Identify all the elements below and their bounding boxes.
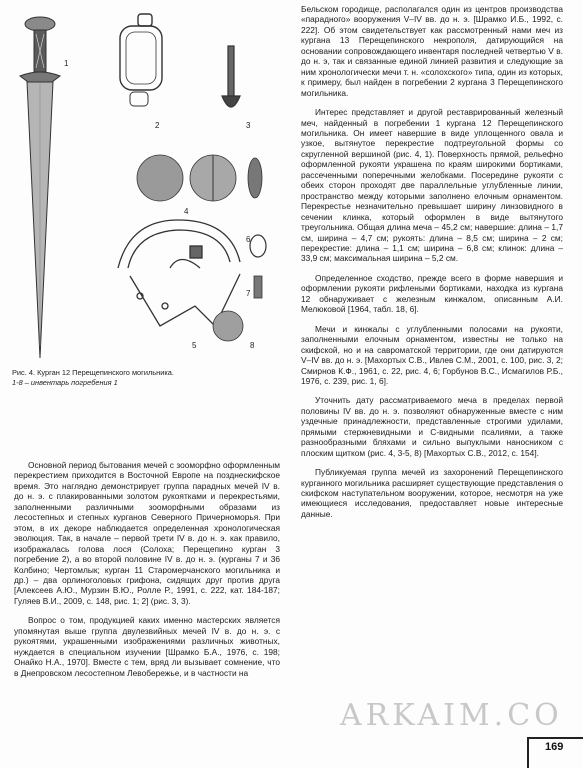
watermark-logo: ARKAIM.CO — [340, 698, 563, 733]
caption-line-2: 1-8 – инвентарь погребения 1 — [12, 378, 118, 387]
sphere-drawing — [213, 311, 243, 341]
figure-caption — [12, 368, 280, 388]
right-text-column — [301, 4, 563, 519]
paragraph: Интерес представляет и другой реставрированный железный меч, найденный в погребении 1 кургана 12 Перещепинского могильника. Он имеет навершие в виде уплощенного овала и узкое, вытянутое перекрестие подтреугольной формы со скругленной вершиной (рис. 4, 1). Поверхность прямой, рельефно оформленной рукояти украшена по краям широкими бортиками, рассеченными поперечными желобками. Посередине рукояти с обеих сторон проходят две параллельные углубленные линии, пространство между которыми заполнено елочным орнаментом. Перекрестье незначительно превышает ширину линзовидного в сечении клинка, который оформлен в виде вытянутого треугольника. Общая длина меча – 45,2 см; навершие: длина – 1,7 см, ширина – 4,7 см; рукоять: длина – 8,5 см; ширина – 2 см; перекрестие: длина – 1,1 см; ширина – 6,8 см; клинок: длина – 33,9 см; максимальная ширина – 5,2 см. — [301, 107, 563, 264]
label-4: 4 — [184, 207, 189, 216]
label-5: 5 — [192, 341, 197, 350]
frame-drawing — [120, 14, 162, 106]
left-text-column — [14, 460, 280, 678]
label-7: 7 — [246, 289, 251, 298]
paragraph: Уточнить дату рассматриваемого меча в пределах первой половины IV вв. до н. э. позволяют обнаруженные вместе с ним уздечные принадлежности, представленные строгими удилами, прямыми стержневидными и С-видными псалиями, а также разнообразными бляхами и сильно выпуклыми наносником с плоским щитком (рис. 4, 3-5, 8) [Махортых С.В., 2012, с. 154]. — [301, 395, 563, 458]
label-2: 2 — [155, 121, 160, 130]
label-6: 6 — [246, 235, 251, 244]
paragraph: Определенное сходство, прежде всего в форме навершия и оформлении рукояти рифлеными бортиками, находка из кургана 12 обнаруживает с железным кинжалом, описанным А.И. Мелюковой [1964, табл. 18, 6]. — [301, 272, 563, 315]
paragraph: Публикуемая группа мечей из захоронений Перещепинского курганного могильника расширяет существующие представления о скифском наступательном вооружении, которое, несмотря на уже имеющиеся исследования, предоставляет новые интересные данные. — [301, 467, 563, 519]
round-plaques-drawing — [137, 155, 262, 201]
horse-bit-drawing — [118, 220, 240, 326]
paragraph: Основной период бытования мечей с зооморфно оформленным перекрестием приходится в Восточной Европе на позднескифское время. Это наглядно демонстрирует группа парадных мечей IV в. до н. э. с плакированными золотом рукоятками и перекрестьями, заполненными различными зооморфными образами из лесостепных и степных курганов Северного Причерноморья. При этом, в их декоре наблюдается определенная хронологическая эволюция. Так, в начале – первой трети IV в. до н. э. как правило, изображалась голова лося (Солоха; Перещепино курган 3 погребение 2), а во второй половине IV в. до н. э. (курганы 7 и 36 Колбино; Чертомлык; курган 11 Старомерчанского могильника и др.) – два орлиноголовых грифона, сидящих друг против друга [Алексеев А.Ю., Мурзин В.Ю., Ролле Р., 1991, с. 222, кат. 184-187; Гуляев В.И., 2009, с. 148, рис. 1; 2] (рис. 3, 3). — [14, 460, 280, 606]
artifact-drawings — [10, 6, 278, 364]
page-number: 169 — [545, 741, 564, 753]
label-1: 1 — [64, 59, 69, 68]
caption-line-1: Рис. 4. Курган 12 Перещепинского могильника. — [12, 368, 174, 377]
label-3: 3 — [246, 121, 251, 130]
label-8: 8 — [250, 341, 255, 350]
ring-drawing — [250, 235, 266, 257]
sword-drawing — [20, 17, 60, 358]
paragraph: Вопрос о том, продукцией каких именно мастерских является упомянутая выше группа двулезвийных мечей IV в. до н. э. с рукоятями, украшенными изображениями различных животных, нуждается в специальном изучении [Шрамко Б.А., 1976, с. 198; Онайко Н.А., 1970]. Вместе с тем, вряд ли вызывает сомнение, что в Днепровском лесостепном Левобережье, и в частности на — [14, 615, 280, 678]
paragraph: Мечи и кинжалы с углубленными полосами на рукояти, заполненными елочным орнаментом, известны не только на скифской, но и на савроматской территории, где они датируются V–IV вв. до н. э. [Махортых С.В., Ивлев С.М., 2001, с. 100, рис. 3, 2; Смирнов К.Ф., 1961, с. 22, рис. 4, 6; Горбунов В.С., Исмагилов Р.Б., 1976, с. 239, рис. 1, 6]. — [301, 323, 563, 386]
paragraph: Бельском городище, располагался один из центров производства «парадного» вооружения V–IV вв. до н. э. [Шрамко И.Б., 1992, с. 222]. Об этом свидетельствует как рассмотренный нами меч из кургана 13 Перещепинского некрополя, датирующийся на основании сопровождающего инвентаря последней четвертью V в. до н. э, так и связанные единой линией развития и следующие за ним хронологически мечи т. н. «солохского» типа, один из которых, к примеру, был найден в погребении 2 кургана 3 Перещепинского могильника. — [301, 4, 563, 98]
pendant-drawing — [222, 46, 240, 107]
cheekpiece-drawing — [254, 276, 262, 298]
figure-4-illustration — [10, 6, 278, 364]
